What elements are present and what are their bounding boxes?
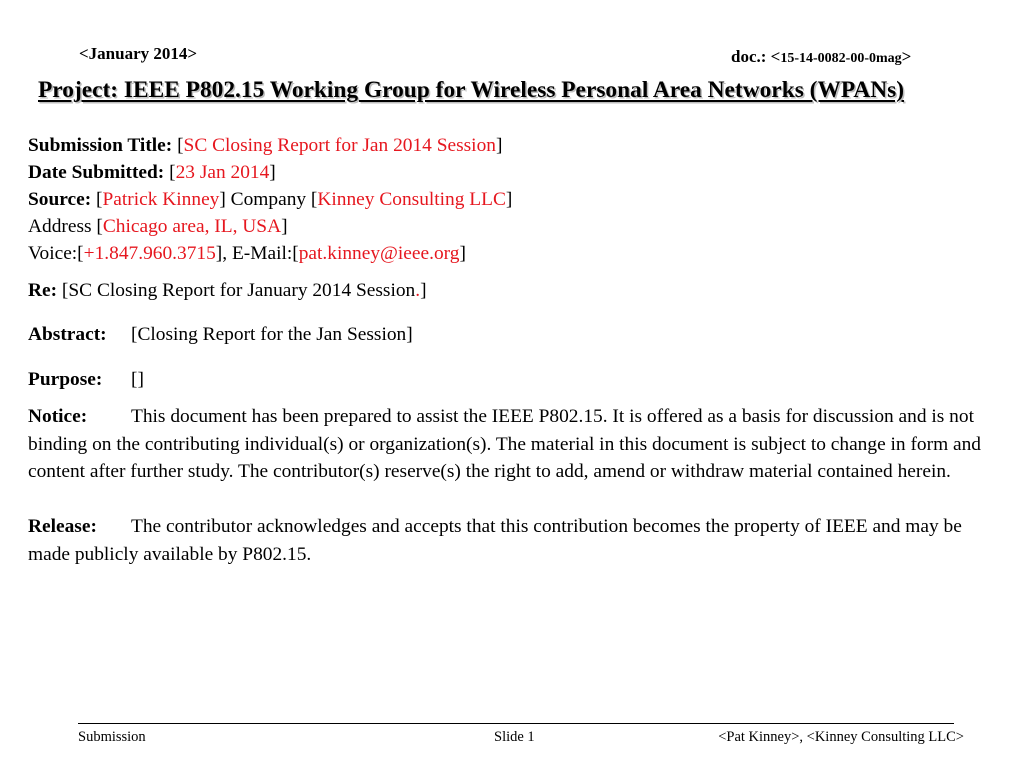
voice-email-line — [28, 243, 466, 265]
re-line — [28, 280, 427, 302]
doc-number: 15-14-0082-00-0mag — [780, 51, 902, 66]
source-company: Kinney Consulting LLC — [317, 189, 506, 210]
notice-paragraph — [28, 403, 1003, 486]
purpose-label: Purpose: — [28, 369, 103, 390]
voice-label: Voice:[ — [28, 243, 84, 264]
submission-title-value: SC Closing Report for Jan 2014 Session — [183, 135, 496, 156]
re-text: [SC Closing Report for January 2014 Session — [57, 280, 416, 301]
bracket-open: [ — [91, 189, 103, 210]
date-submitted-value: 23 Jan 2014 — [175, 162, 270, 183]
bracket-close: ] — [495, 135, 503, 156]
address-line — [28, 216, 288, 238]
bracket-close: ] — [505, 189, 513, 210]
submission-title-line — [28, 135, 502, 157]
date-submitted-label: Date Submitted: — [28, 162, 165, 183]
re-label: Re: — [28, 280, 58, 301]
bracket-close: ] — [459, 243, 466, 264]
release-paragraph — [28, 513, 1003, 568]
footer-author: <Pat Kinney>, <Kinney Consulting LLC> — [718, 729, 964, 745]
footer-divider — [78, 723, 954, 724]
address-value: Chicago area, IL, USA — [102, 216, 282, 237]
release-label: Release: — [28, 516, 97, 537]
footer-slide-number: Slide 1 — [494, 729, 535, 745]
bracket-open: [ — [172, 135, 184, 156]
bracket-close: ] — [269, 162, 276, 183]
header-date: <January 2014> — [79, 44, 198, 63]
email-value: pat.kinney@ieee.org — [298, 243, 460, 264]
doc-lt: < — [770, 47, 781, 66]
notice-label: Notice: — [28, 406, 88, 427]
re-period: . — [415, 280, 421, 301]
date-submitted-line — [28, 162, 276, 184]
source-line — [28, 189, 512, 211]
submission-title-label: Submission Title: — [28, 135, 173, 156]
bracket-close: ] — [420, 280, 427, 301]
header-doc-id — [731, 47, 911, 67]
email-label: ], E-Mail:[ — [215, 243, 299, 264]
abstract-label: Abstract: — [28, 324, 107, 345]
bracket-open: [ — [164, 162, 176, 183]
project-title: Project: IEEE P802.15 Working Group for Wireless Personal Area Networks (WPANs) — [38, 77, 905, 103]
bracket-close: ] — [281, 216, 288, 237]
notice-text: This document has been prepared to assist the IEEE P802.15. It is offered as a basis for discussion and is not binding on the contributing individual(s) or organization(s). The material in this document is subject to change in form and content after further study. The contributor(s) reserve(s) the right to add, amend or withdraw material contained herein. — [28, 406, 981, 482]
footer-submission: Submission — [78, 729, 146, 745]
source-name: Patrick Kinney — [102, 189, 220, 210]
source-label: Source: — [28, 189, 92, 210]
doc-label: doc.: — [731, 47, 771, 66]
voice-phone: +1.847.960.3715 — [83, 243, 216, 264]
abstract-text: [Closing Report for the Jan Session] — [131, 324, 413, 345]
purpose-line — [28, 369, 144, 391]
doc-gt: > — [901, 47, 912, 66]
company-label: ] Company [ — [219, 189, 318, 210]
abstract-line — [28, 324, 413, 346]
address-label: Address [ — [28, 216, 103, 237]
release-text: The contributor acknowledges and accepts that this contribution becomes the property of IEEE and may be made publicly available by P802.15. — [28, 516, 962, 565]
purpose-text: [] — [131, 369, 144, 390]
